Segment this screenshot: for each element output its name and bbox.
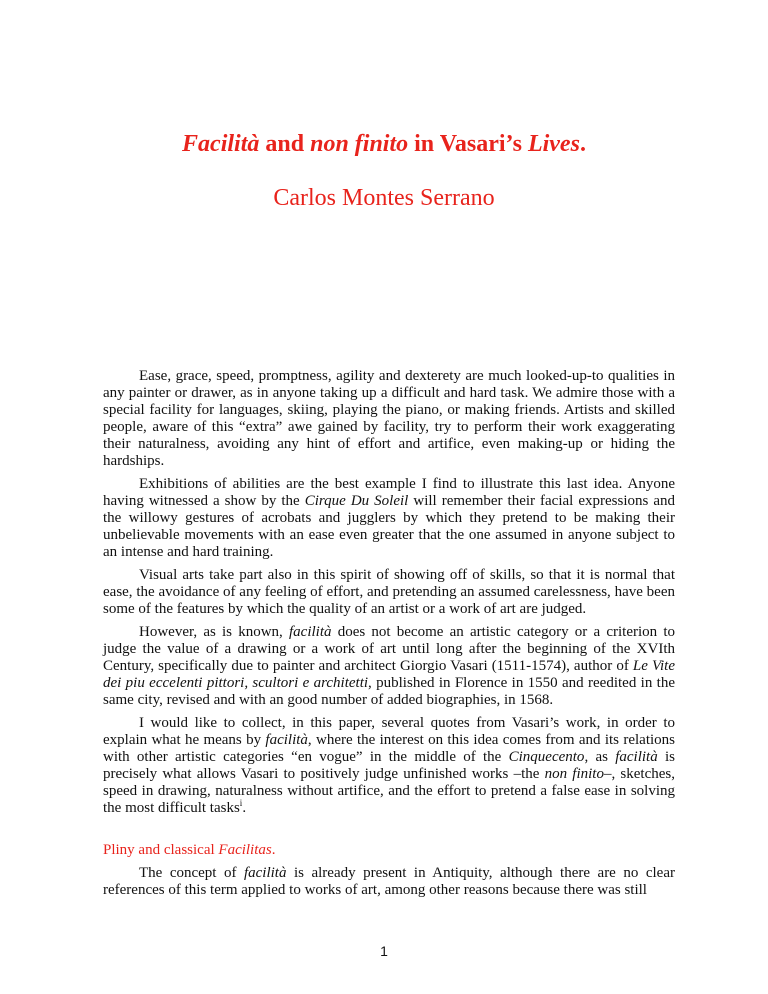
text-span: .: [242, 800, 247, 816]
italic-span: Le Vite dei piu eccelenti pittori, scultori e architetti: [103, 658, 675, 691]
text-span: I would like to collect, in this paper, several quotes from Vasari’s work, in order to explain what he means by: [103, 715, 675, 748]
text-span: Pliny and classical: [103, 842, 219, 858]
section-heading: [103, 842, 675, 859]
italic-span: facilità: [243, 865, 287, 881]
text-span: –, sketches, speed in drawing, naturalness without artifice, and the effort to pretend a false ease in solving the most difficult tasks: [103, 766, 675, 816]
author-name: Carlos Montes Serrano: [273, 185, 495, 211]
italic-span: Cinquecento: [508, 749, 585, 765]
italic-span: facilità: [289, 624, 332, 640]
italic-span: facilità: [615, 749, 658, 765]
title-and: and: [259, 131, 311, 157]
title-non-finito: non finito: [310, 131, 409, 157]
paragraph-2: [103, 476, 675, 561]
paragraph-3: Visual arts take part also in this spirit of showing off of skills, so that it is normal that ease, the avoidance of any feeling of effort, and pretending an assumed carelessness, have been some of the features by which the quality of an artist or a work of art are judged.: [103, 567, 675, 617]
paragraph-1: Ease, grace, speed, promptness, agility and dexterety are much looked-up-to qualities in any painter or drawer, as in anyone taking up a difficult and hard task. We admire those with a special facility for languages, skiing, playing the piano, or making friends. Artists and skilled people, aware of this “extra” awe gained by facility, try to perform their work exaggerating their naturalness, avoiding any hint of effort and artifice, even making-up or hiding the hardships.: [103, 368, 675, 469]
title-period: .: [579, 131, 586, 157]
italic-span: Cirque Du Soleil: [304, 493, 409, 509]
italic-span: non finito: [544, 766, 604, 782]
text-span: is already present in Antiquity, although there are no clear references of this term applied to works of art, among other reasons because there was still: [103, 865, 675, 898]
text-span: However, as is known,: [139, 624, 289, 640]
paragraph-4: [103, 624, 675, 709]
page-number: 1: [380, 943, 388, 959]
footnote-marker[interactable]: i: [239, 798, 243, 808]
title-lives: Lives: [527, 131, 580, 157]
text-span: The concept of: [139, 865, 244, 881]
italic-span: facilità: [265, 732, 308, 748]
paragraph-5: [103, 715, 675, 817]
body-text: [103, 368, 675, 905]
paragraph-6: [103, 865, 675, 899]
title-facilita: Facilità: [182, 131, 260, 157]
text-span: does not become an artistic category or a criterion to judge the value of a drawing or a work of art until long after the beginning of the XVIth Century, specifically due to painter and architect Giorgio Vasari (1511-1574), author of: [103, 624, 675, 674]
text-span: will remember their facial expressions and the willowy gestures of acrobats and jugglers by which they pretend to be making their unbelievable movements with an ease even greater that the one assumed in anyone subject to an intense and hard training.: [103, 493, 676, 560]
title-in-vasaris: in Vasari’s: [408, 131, 528, 157]
text-span: , published in Florence in 1550 and reedited in the same city, revised and with an good number of added biographies, in 1568.: [103, 675, 675, 708]
text-span: , as: [584, 749, 616, 765]
text-span: .: [271, 842, 276, 858]
paper-title: [0, 130, 768, 159]
text-span: , where the interest on this idea comes from and its relations with other artistic categories “en vogue” in the middle of the: [103, 732, 675, 765]
text-span: is precisely what allows Vasari to positively judge unfinished works –the: [103, 749, 675, 782]
text-span: Exhibitions of abilities are the best example I find to illustrate this last idea. Anyone having witnessed a show by the: [103, 476, 675, 509]
italic-span: Facilitas: [218, 842, 272, 858]
